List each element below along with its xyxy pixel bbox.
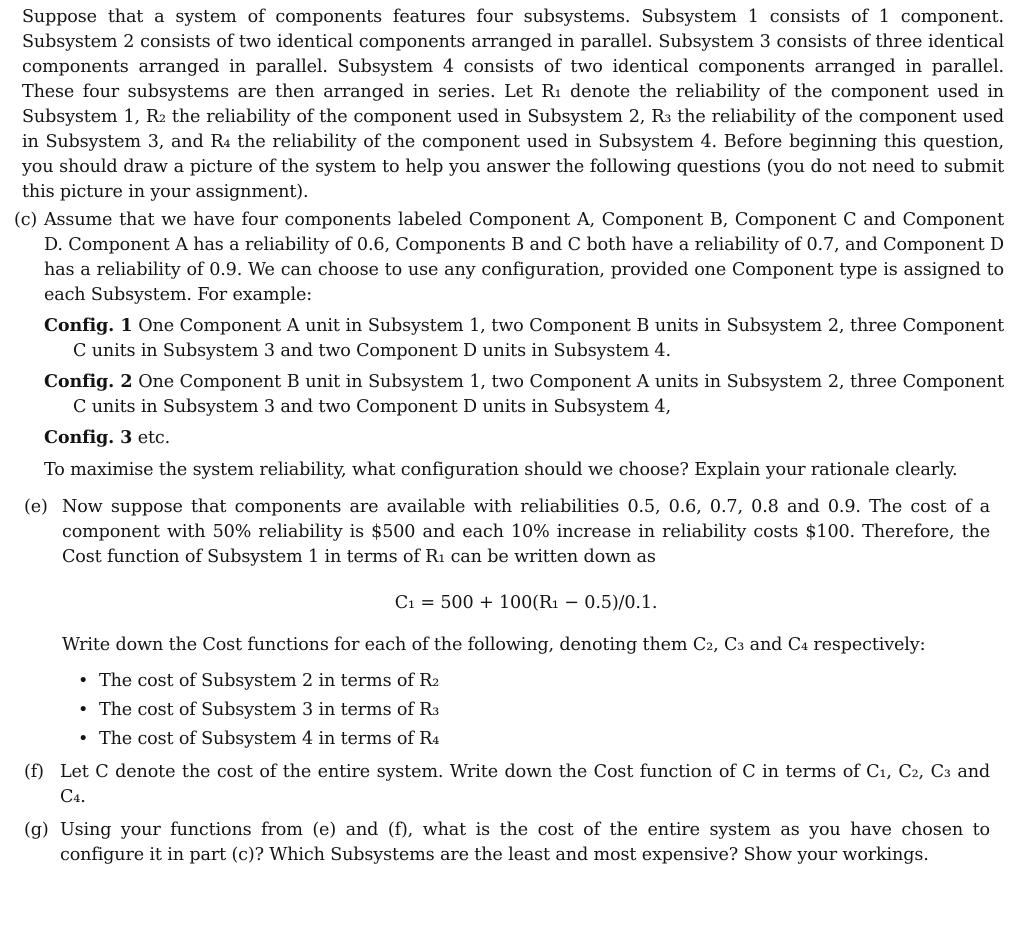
part-c-label: (c) <box>14 210 38 230</box>
list-item-text: The cost of Subsystem 2 in terms of R₂ <box>99 671 440 691</box>
part-e-instruction: Write down the Cost functions for each of the following, denoting them C₂, C₃ and C₄ respectively: <box>62 635 926 655</box>
part-e-body <box>62 495 1004 754</box>
config-3-text: etc. <box>137 428 171 448</box>
list-item-text: The cost of Subsystem 4 in terms of R₄ <box>99 729 440 749</box>
config-1 <box>44 313 1004 364</box>
part-f-body <box>60 760 1004 810</box>
list-item <box>62 725 990 754</box>
part-e-label: (e) <box>24 497 48 517</box>
config-2 <box>44 369 1004 420</box>
part-e <box>22 495 1004 754</box>
part-c-question: To maximise the system reliability, what configuration should we choose? Explain your rationale clearly. <box>44 460 958 480</box>
bullet-icon: • <box>78 729 89 749</box>
config-3-label: Config. 3 <box>44 427 133 448</box>
bullet-icon: • <box>78 700 89 720</box>
part-e-text: Now suppose that components are available with reliabilities 0.5, 0.6, 0.7, 0.8 and 0.9. The cost of a component with 50% reliability is $500 and each 10% increase in reliability costs $100. Therefore, the Cost function of Subsystem 1 in terms of R₁ can be written down as <box>62 497 990 567</box>
config-1-label: Config. 1 <box>44 315 133 336</box>
part-f-text: Let C denote the cost of the entire system. Write down the Cost function of C in terms of C₁, C₂, C₃ and C₄. <box>60 762 990 807</box>
part-g-label: (g) <box>24 820 49 840</box>
config-2-text: One Component B unit in Subsystem 1, two Component A units in Subsystem 2, three Component C units in Subsystem 3 and two Component D units in Subsystem 4, <box>73 372 1005 417</box>
config-2-label: Config. 2 <box>44 371 133 392</box>
part-g-body <box>60 818 1004 868</box>
part-g <box>22 818 1004 868</box>
part-c <box>14 208 1005 483</box>
part-c-text: Assume that we have four components labeled Component A, Component B, Component C and Component D. Component A has a reliability of 0.6, Components B and C both have a reliability of 0.7, and Component D has a reliability of 0.9. We can choose to use any configuration, provided one Component type is assigned to each Subsystem. For example: <box>44 210 1004 305</box>
list-item <box>62 667 990 696</box>
part-g-text: Using your functions from (e) and (f), what is the cost of the entire system as you have chosen to configure it in part (c)? Which Subsystems are the least and most expensive? Show your workings. <box>60 820 990 865</box>
config-1-text: One Component A unit in Subsystem 1, two Component B units in Subsystem 2, three Component C units in Subsystem 3 and two Component D units in Subsystem 4. <box>73 316 1005 361</box>
list-item <box>62 696 990 725</box>
intro-paragraph: Suppose that a system of components features four subsystems. Subsystem 1 consists of 1 component. Subsystem 2 consists of two identical components arranged in parallel. Subsystem 3 consists of three identical components arranged in parallel. Subsystem 4 consists of two identical components arranged in parallel. These four subsystems are then arranged in series. Let R₁ denote the reliability of the component used in Subsystem 1, R₂ the reliability of the component used in Subsystem 2, R₃ the reliability of the component used in Subsystem 3, and R₄ the reliability of the component used in Subsystem 4. Before beginning this question, you should draw a picture of the system to help you answer the following questions (you do not need to submit this picture in your assignment). <box>22 7 1004 202</box>
part-c-body <box>44 208 1004 483</box>
cost-equation-c1: C₁ = 500 + 100(R₁ − 0.5)/0.1. <box>394 593 658 613</box>
part-f <box>22 760 1004 810</box>
list-item-text: The cost of Subsystem 3 in terms of R₃ <box>99 700 440 720</box>
part-f-label: (f) <box>24 762 44 782</box>
cost-function-list <box>62 667 990 754</box>
bullet-icon: • <box>78 671 89 691</box>
config-3 <box>44 425 1004 451</box>
